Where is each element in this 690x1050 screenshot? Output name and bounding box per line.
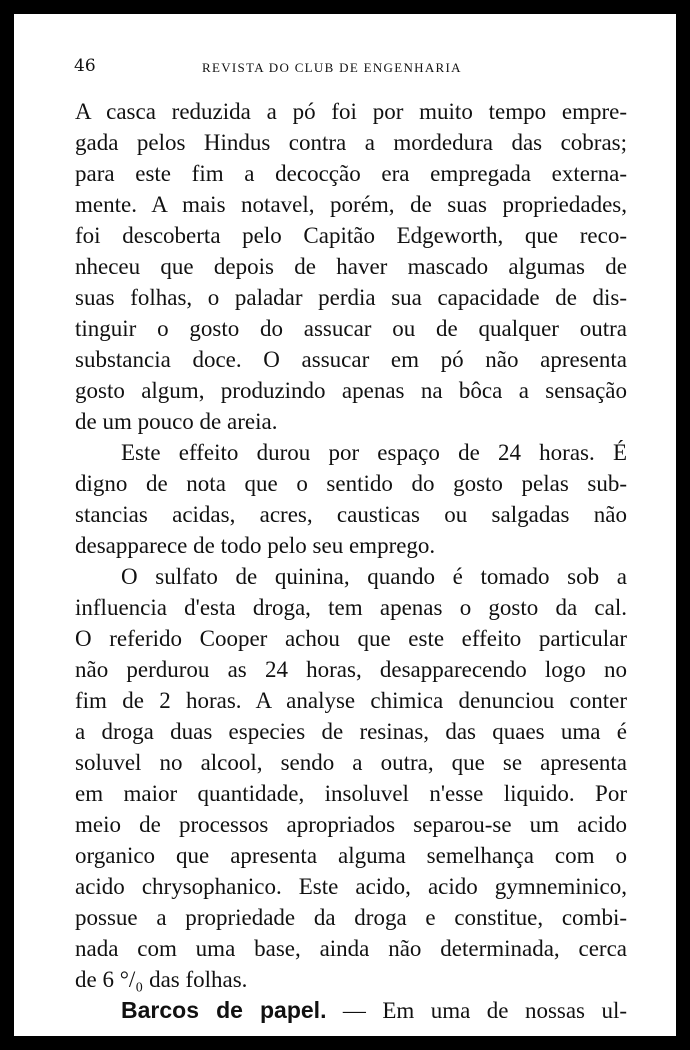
text-line: tinguir o gosto do assucar ou de qualquer outra xyxy=(75,316,627,341)
text-line: A casca reduzida a pó foi por muito tempo empre- xyxy=(75,99,627,124)
section-text: — Em uma de nossas ul- xyxy=(326,998,627,1023)
text-line: de um pouco de areia. xyxy=(75,409,278,434)
text-line: O sulfato de quinina, quando é tomado sob a xyxy=(121,564,627,589)
text-line: fim de 2 horas. A analyse chimica denunciou conter xyxy=(75,688,627,713)
text-line: possue a propriedade da droga e constitue, combi- xyxy=(75,905,627,930)
text-line: não perdurou as 24 horas, desapparecendo logo no xyxy=(75,657,627,682)
text-line: gosto algum, produzindo apenas na bôca a sensação xyxy=(75,378,627,403)
text-line: soluvel no alcool, sendo a outra, que se apresenta xyxy=(75,750,627,775)
text-line: meio de processos apropriados separou-se um acido xyxy=(75,812,627,837)
section-heading-line xyxy=(121,995,627,1026)
text-line: acido chrysophanico. Este acido, acido gymneminico, xyxy=(75,874,627,899)
text-line: foi descoberta pelo Capitão Edgeworth, que reco- xyxy=(75,223,627,248)
text-line: nheceu que depois de haver mascado algumas de xyxy=(75,254,627,279)
text-line: desapparece de todo pelo seu emprego. xyxy=(75,533,436,558)
text-line: digno de nota que o sentido do gosto pelas sub- xyxy=(75,471,627,496)
book-page xyxy=(14,14,676,1036)
text-line: stancias acidas, acres, causticas ou salgadas não xyxy=(75,502,627,527)
text-line: substancia doce. O assucar em pó não apresenta xyxy=(75,347,627,372)
text-line: de 6 °/₀ das folhas. xyxy=(75,967,248,992)
text-line: em maior quantidade, insoluvel n'esse liquido. Por xyxy=(75,781,627,806)
text-line: organico que apresenta alguma semelhança com o xyxy=(75,843,627,868)
section-title: Barcos de papel. xyxy=(121,997,327,1023)
text-line: O referido Cooper achou que este effeito particular xyxy=(75,626,627,651)
text-line: a droga duas especies de resinas, das quaes uma é xyxy=(75,719,627,744)
text-line: Este effeito durou por espaço de 24 horas. É xyxy=(121,440,627,465)
page-number: 46 xyxy=(74,56,96,76)
text-line: gada pelos Hindus contra a mordedura das cobras; xyxy=(75,130,627,155)
text-line: suas folhas, o paladar perdia sua capacidade de dis- xyxy=(75,285,627,310)
text-line: influencia d'esta droga, tem apenas o gosto da cal. xyxy=(75,595,627,620)
text-line: mente. A mais notavel, porém, de suas propriedades, xyxy=(75,192,627,217)
text-line: para este fim a decocção era empregada externa- xyxy=(75,161,627,186)
text-line: nada com uma base, ainda não determinada, cerca xyxy=(75,936,627,961)
running-head: REVISTA DO CLUB DE ENGENHARIA xyxy=(202,60,462,75)
